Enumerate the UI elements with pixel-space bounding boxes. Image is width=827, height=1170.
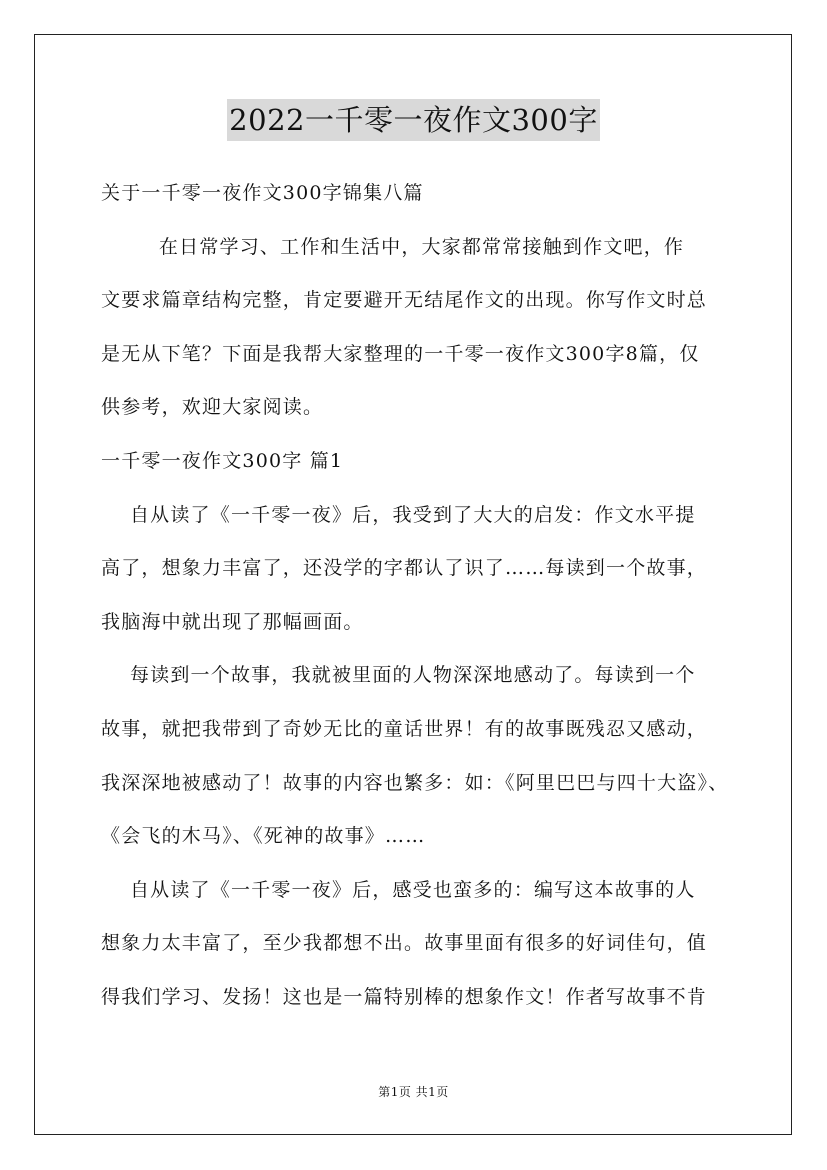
body-line: 《会飞的木马》、《死神的故事》…… — [101, 825, 426, 848]
section-heading: 一千零一夜作文300字 篇1 — [101, 449, 344, 472]
body-line: 自从读了《一千零一夜》后，感受也蛮多的：编写这本故事的人 — [101, 878, 696, 901]
body-line: 故事，就把我带到了奇妙无比的童话世界！有的故事既残忍又感动， — [101, 717, 708, 740]
document-title: 2022一千零一夜作文300字 — [227, 99, 600, 141]
body-line: 我深深地被感动了！故事的内容也繁多：如：《阿里巴巴与四十大盗》、 — [101, 771, 729, 794]
document-body — [101, 172, 728, 1030]
body-line: 我脑海中就出现了那幅画面。 — [101, 610, 364, 633]
title-container — [0, 99, 827, 141]
body-line: 得我们学习、发扬！这也是一篇特别棒的想象作文！作者写故事不肯 — [101, 985, 708, 1008]
body-line: 供参考，欢迎大家阅读。 — [101, 396, 324, 419]
page-footer: 第1页 共1页 — [378, 1085, 449, 1099]
body-line: 是无从下笔？下面是我帮大家整理的一千零一夜作文300字8篇，仅 — [101, 342, 700, 365]
body-line: 在日常学习、工作和生活中，大家都常常接触到作文吧，作 — [101, 235, 685, 258]
body-line: 自从读了《一千零一夜》后，我受到了大大的启发：作文水平提 — [101, 503, 696, 526]
subtitle-line: 关于一千零一夜作文300字锦集八篇 — [101, 182, 424, 204]
body-line: 高了，想象力丰富了，还没学的字都认了识了……每读到一个故事， — [101, 557, 708, 580]
body-line: 每读到一个故事，我就被里面的人物深深地感动了。每读到一个 — [101, 664, 696, 687]
body-line: 文要求篇章结构完整，肯定要避开无结尾作文的出现。你写作文时总 — [101, 289, 708, 312]
body-line: 想象力太丰富了，至少我都想不出。故事里面有很多的好词佳句，值 — [101, 932, 708, 955]
